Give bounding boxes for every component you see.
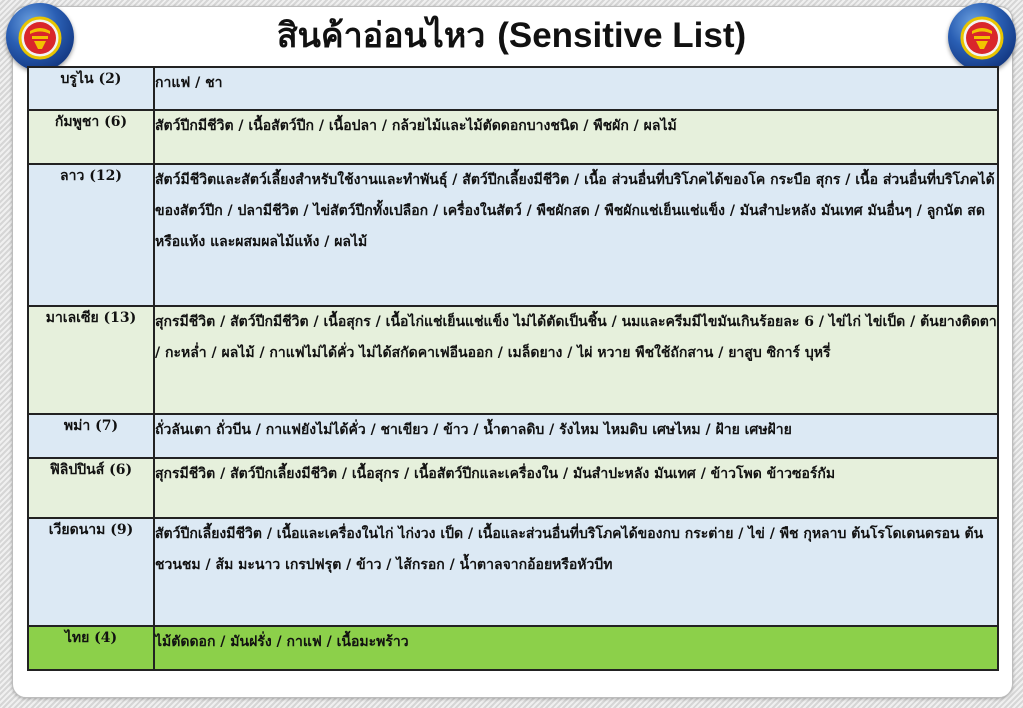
- table-row: [28, 518, 998, 626]
- items-cell: กาแฟ / ชา: [154, 67, 998, 110]
- items-cell: ไม้ตัดดอก / มันฝรั่ง / กาแฟ / เนื้อมะพร้าว: [154, 626, 998, 670]
- table-row: [28, 110, 998, 164]
- country-cell: กัมพูชา (6): [28, 110, 154, 164]
- items-cell: สัตว์มีชีวิตและสัตว์เลี้ยงสำหรับใช้งานและทำพันธุ์ / สัตว์ปีกเลี้ยงมีชีวิต / เนื้อ ส่วนอื่นที่บริโภคได้ของโค กระบือ สุกร / เนื้อ ส่วนอื่นที่บริโภคได้ของสัตว์ปีก / ปลามีชีวิต / ไข่สัตว์ปีกทั้งเปลือก / เครื่องในสัตว์ / พืชผักสด / พืชผักแช่เย็นแช่แข็ง / มันสำปะหลัง มันเทศ มันอื่นๆ / ลูกนัต สดหรือแห้ง และผสมผลไม้แห้ง / ผลไม้: [154, 164, 998, 306]
- items-cell: สุกรมีชีวิต / สัตว์ปีกเลี้ยงมีชีวิต / เนื้อสุกร / เนื้อสัตว์ปีกและเครื่องใน / มันสำปะหลัง มันเทศ / ข้าวโพด ข้าวซอร์กัม: [154, 458, 998, 518]
- table-row: [28, 458, 998, 518]
- slide-title: [0, 8, 1023, 62]
- items-cell: สุกรมีชีวิต / สัตว์ปีกมีชีวิต / เนื้อสุกร / เนื้อไก่แช่เย็นแช่แข็ง ไม่ได้ตัดเป็นชิ้น / นมและครีมมีไขมันเกินร้อยละ 6 / ไข่ไก่ ไข่เป็ด / ต้นยางติดตา / กะหล่ำ / ผลไม้ / กาแฟไม่ได้คั่ว ไม่ได้สกัดคาเฟอีนออก / เมล็ดยาง / ไผ่ หวาย พืชใช้ถักสาน / ยาสูบ ซิการ์ บุหรี่: [154, 306, 998, 414]
- table-row: [28, 414, 998, 458]
- country-cell: เวียดนาม (9): [28, 518, 154, 626]
- title-english: (Sensitive List): [497, 16, 747, 55]
- table-row: [28, 67, 998, 110]
- country-cell: ไทย (4): [28, 626, 154, 670]
- country-cell: บรูไน (2): [28, 67, 154, 110]
- table-row: [28, 164, 998, 306]
- table-row: [28, 306, 998, 414]
- table-row: [28, 626, 998, 670]
- country-cell: พม่า (7): [28, 414, 154, 458]
- items-cell: สัตว์ปีกมีชีวิต / เนื้อสัตว์ปีก / เนื้อปลา / กล้วยไม้และไม้ตัดดอกบางชนิด / พืชผัก / ผลไม้: [154, 110, 998, 164]
- items-cell: ถั่วลันเตา ถั่วบีน / กาแฟยังไม่ได้คั่ว / ชาเขียว / ข้าว / น้ำตาลดิบ / รังไหม ไหมดิบ เศษไหม / ฝ้าย เศษฝ้าย: [154, 414, 998, 458]
- country-cell: ลาว (12): [28, 164, 154, 306]
- sensitive-list-table: [27, 66, 999, 671]
- title-thai: สินค้าอ่อนไหว: [276, 16, 486, 56]
- country-cell: ฟิลิปปินส์ (6): [28, 458, 154, 518]
- country-cell: มาเลเซีย (13): [28, 306, 154, 414]
- items-cell: สัตว์ปีกเลี้ยงมีชีวิต / เนื้อและเครื่องในไก่ ไก่งวง เป็ด / เนื้อและส่วนอื่นที่บริโภคได้ของกบ กระต่าย / ไข่ / พืช กุหลาบ ต้นโรโดเดนดรอน ต้นชวนชม / ส้ม มะนาว เกรปฟรุต / ข้าว / ไส้กรอก / น้ำตาลจากอ้อยหรือหัวบีท: [154, 518, 998, 626]
